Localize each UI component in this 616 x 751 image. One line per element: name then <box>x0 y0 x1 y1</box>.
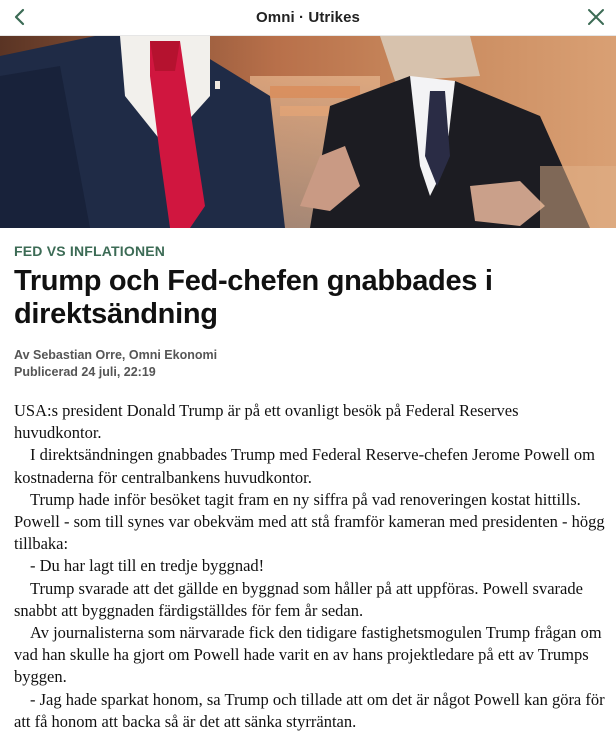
page-title: Omni · Utrikes <box>256 9 360 26</box>
author-line: Av Sebastian Orre, Omni Ekonomi <box>14 348 218 362</box>
published-timestamp: Publicerad 24 juli, 22:19 <box>14 365 156 379</box>
article-body <box>14 400 606 733</box>
article-byline <box>14 347 606 381</box>
article-headline: Trump och Fed-chefen gnabbades i direktsändning <box>14 265 493 330</box>
close-button[interactable] <box>582 3 610 31</box>
body-paragraph: Trump svarade att det gällde en byggnad som håller på att uppföras. Powell svarade snabbt att byggnaden färdigställdes för fem år sedan. <box>14 578 583 620</box>
body-paragraph: USA:s president Donald Trump är på ett ovanligt besök på Federal Reserves huvudkontor. <box>14 401 519 443</box>
article-kicker[interactable]: FED VS INFLATIONEN <box>14 243 166 259</box>
article-content <box>14 228 606 733</box>
body-paragraph: Trump hade inför besöket tagit fram en ny siffra på vad renoveringen kostat hittills. Powell - som till synes var obekväm med att stå framför kameran med presidenten - högg tillbaka: <box>14 489 605 554</box>
chevron-left-icon <box>12 8 28 26</box>
body-paragraph: I direktsändningen gnabbades Trump med Federal Reserve-chefen Jerome Powell om kostnaderna för centralbankens huvudkontor. <box>14 445 595 487</box>
article-hero-image <box>0 36 616 228</box>
body-quote: - Jag hade sparkat honom, sa Trump och tillade att om det är något Powell kan göra för att få honom att backa så är det att sänka styrräntan. <box>14 689 605 731</box>
body-quote: - Du har lagt till en tredje byggnad! <box>30 556 265 576</box>
back-button[interactable] <box>6 3 34 31</box>
body-paragraph: Av journalisterna som närvarade fick den tidigare fastighetsmogulen Trump frågan om vad han skulle ha gjort om Powell hade varit en av hans projektledare på ett av Trumps byggen. <box>14 623 602 687</box>
close-icon <box>587 8 605 26</box>
top-navigation-bar <box>0 0 616 36</box>
